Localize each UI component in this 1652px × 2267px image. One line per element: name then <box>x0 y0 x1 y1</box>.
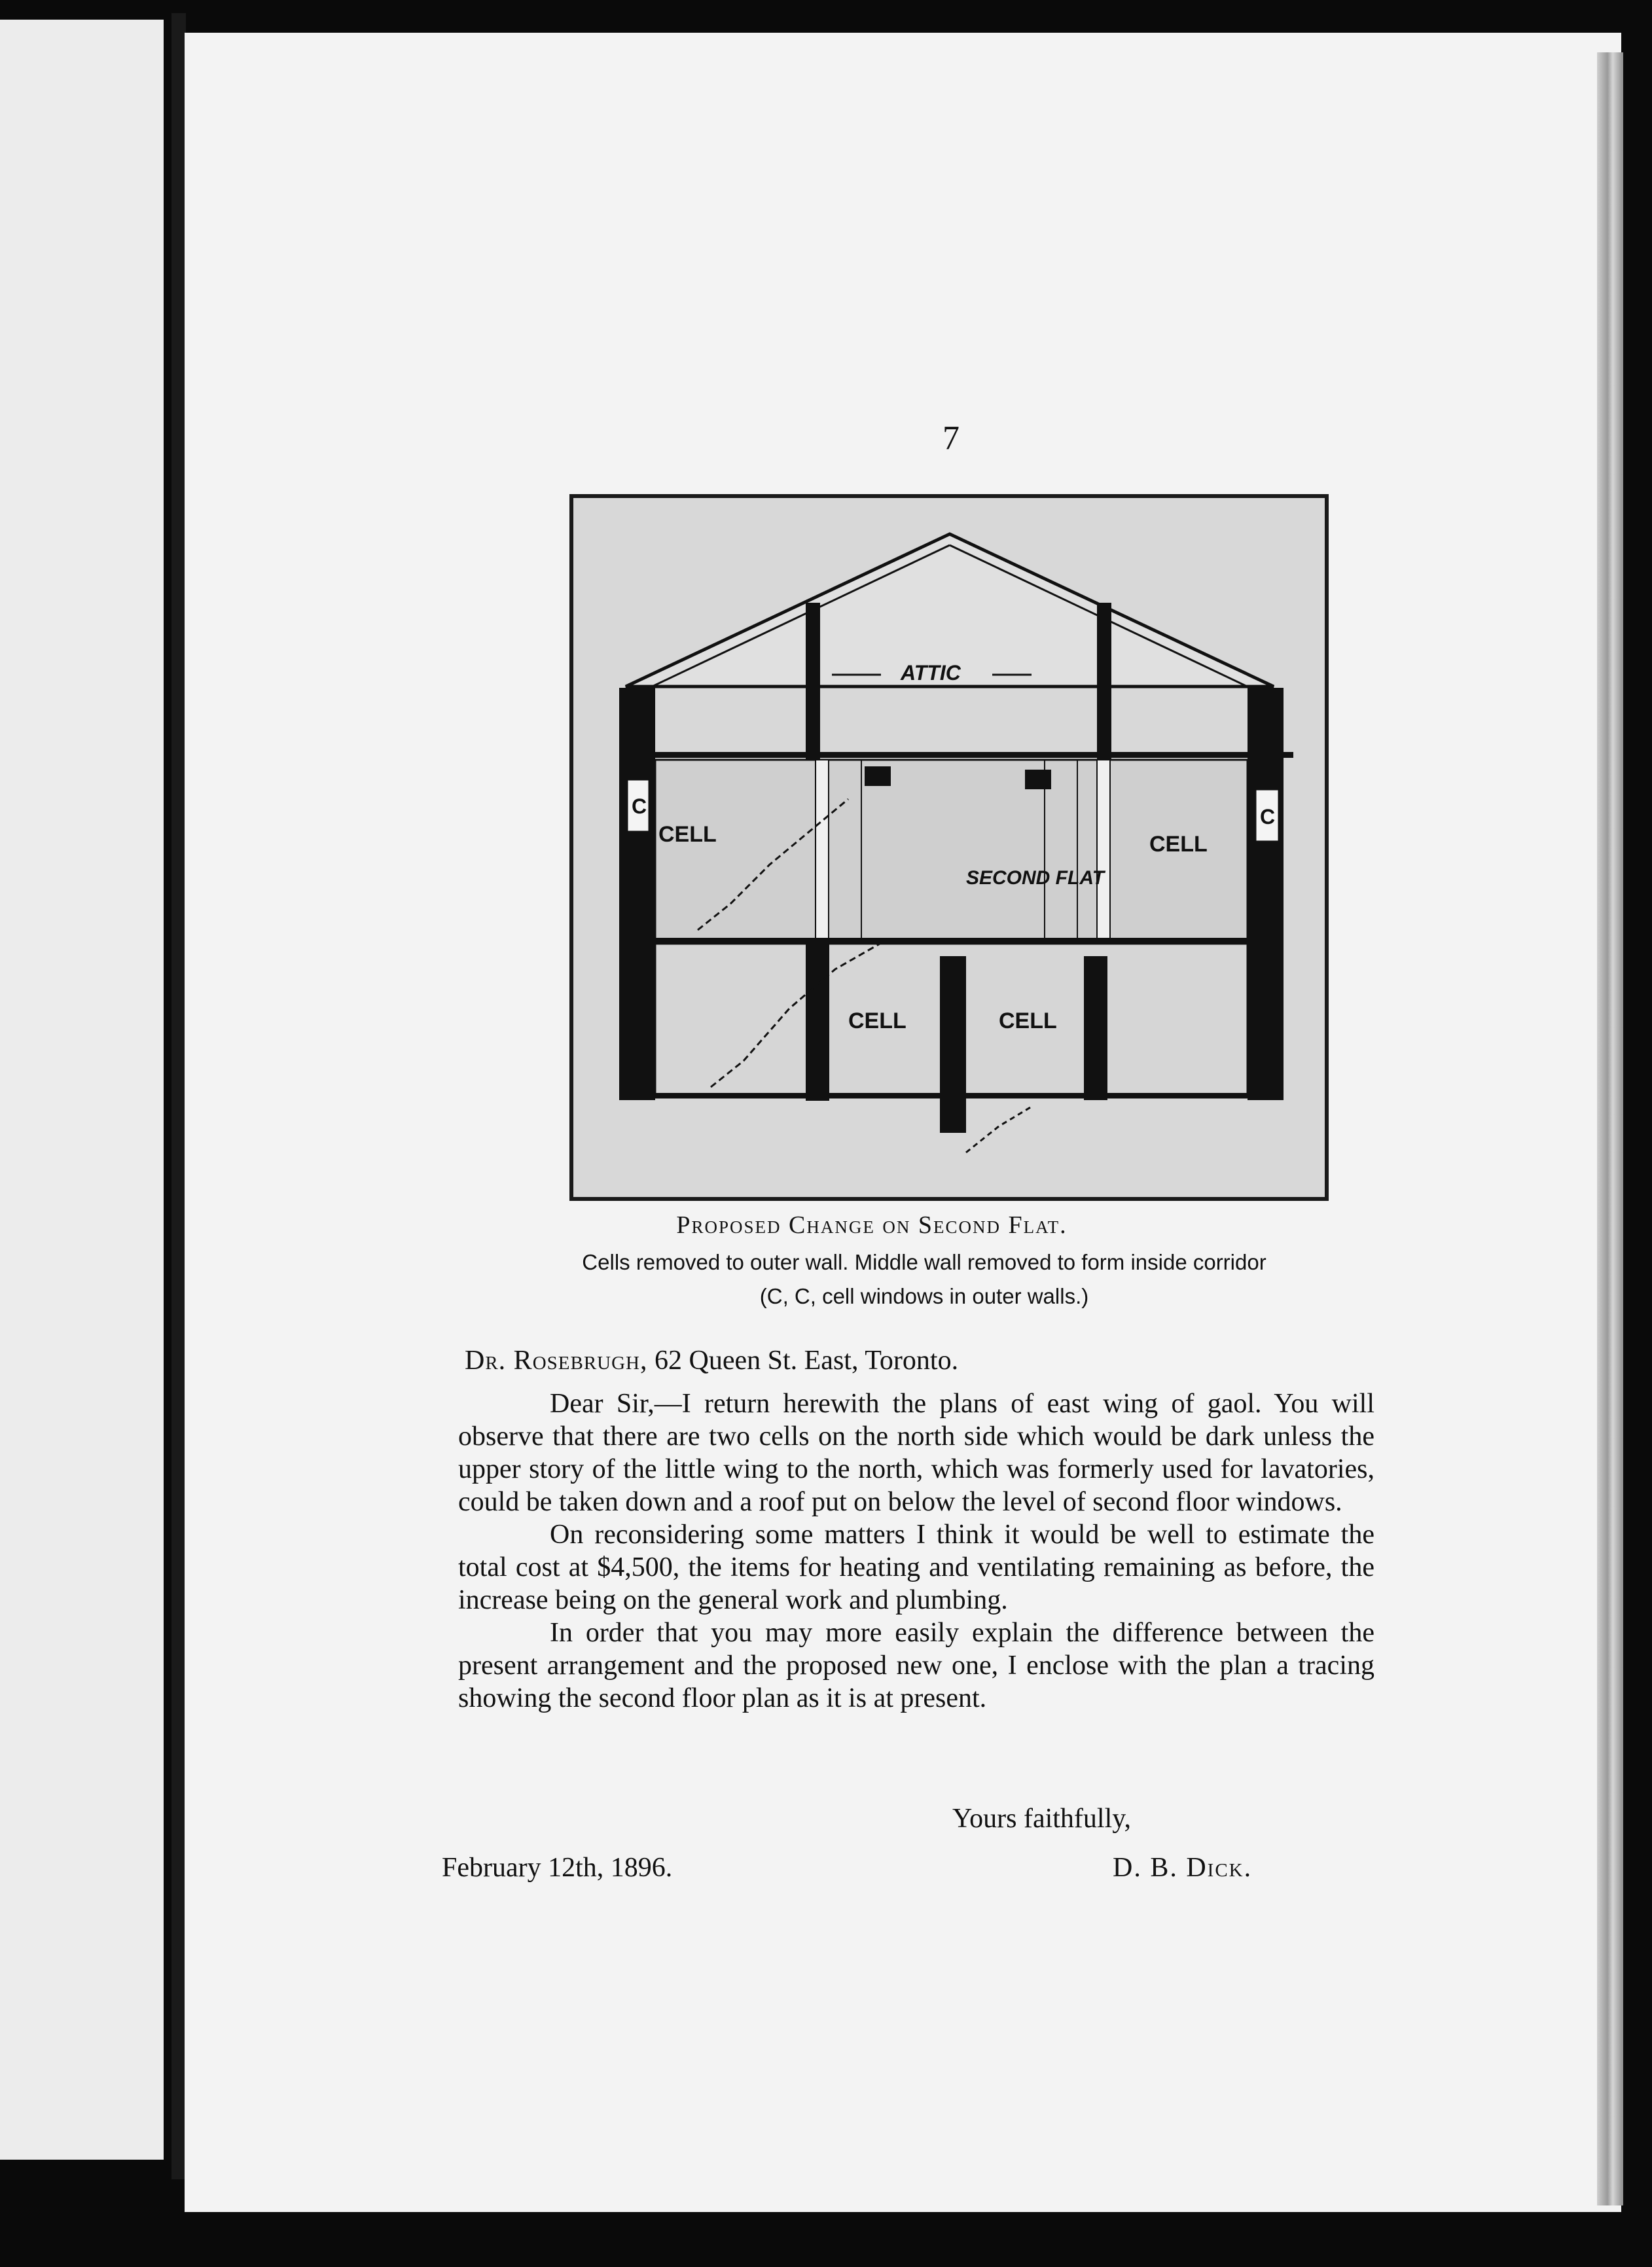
building-section-diagram <box>573 498 1325 1197</box>
letter-signature: D. B. Dick. <box>1113 1853 1253 1883</box>
staircase <box>966 1107 1032 1152</box>
cell-label: CELL <box>848 1009 907 1033</box>
outer-wall-left <box>619 688 655 1100</box>
beam-block <box>865 766 891 786</box>
inner-wall <box>806 944 829 1101</box>
letter-paragraph: In order that you may more easily explain the difference between the present arrangement and the proposed new one, I enclose with the plan a tracing showing the second floor plan as it is at present. <box>458 1618 1374 1713</box>
letter-addressee <box>465 1345 958 1376</box>
corridor-strip <box>816 760 829 940</box>
letter-body <box>458 1387 1374 1715</box>
addressee-address: 62 Queen St. East, Toronto. <box>655 1346 959 1376</box>
cell-label: CELL <box>999 1009 1057 1033</box>
second-flat-label: SECOND FLAT <box>966 867 1105 889</box>
beam-block <box>1025 770 1051 789</box>
previous-page <box>0 20 164 2160</box>
letter-paragraph: On reconsidering some matters I think it would be well to estimate the total cost at $4,500, the items for heating and ventilating remaining as before, the increase being on the general work and plumbing. <box>458 1520 1374 1615</box>
window-c-label: C <box>632 794 647 818</box>
page-edge <box>1597 52 1623 2205</box>
page-number: 7 <box>943 419 960 457</box>
letter-date: February 12th, 1896. <box>442 1853 673 1883</box>
figure-caption-line: (C, C, cell windows in outer walls.) <box>759 1284 1089 1308</box>
book-spine <box>171 13 186 2179</box>
outer-wall-right <box>1248 688 1284 1100</box>
figure-caption-title: Proposed Change on Second Flat. <box>676 1211 1068 1239</box>
corridor-strip <box>1097 760 1110 940</box>
cell-label: CELL <box>1149 832 1208 857</box>
letter-paragraph: Dear Sir,—I return herewith the plans of east wing of gaol. You will observe that there are two cells on the north side which would be dark unless the upper story of the little wing to the north, which was formerly used for lavatories, could be taken down and a roof put on below the level of second floor windows. <box>458 1389 1374 1517</box>
attic-floor <box>619 752 1293 758</box>
letter-closing: Yours faithfully, <box>952 1804 1132 1834</box>
middle-wall <box>940 956 966 1133</box>
inner-wall <box>1084 956 1107 1100</box>
attic-label: ATTIC <box>901 661 961 685</box>
window-c-label: C <box>1260 805 1276 829</box>
figure-caption-line: Cells removed to outer wall. Middle wall removed to form inside corridor <box>582 1250 1266 1274</box>
cross-section-figure <box>569 494 1329 1201</box>
cell-label: CELL <box>658 822 717 847</box>
addressee-name: Dr. Rosebrugh, <box>465 1346 648 1376</box>
